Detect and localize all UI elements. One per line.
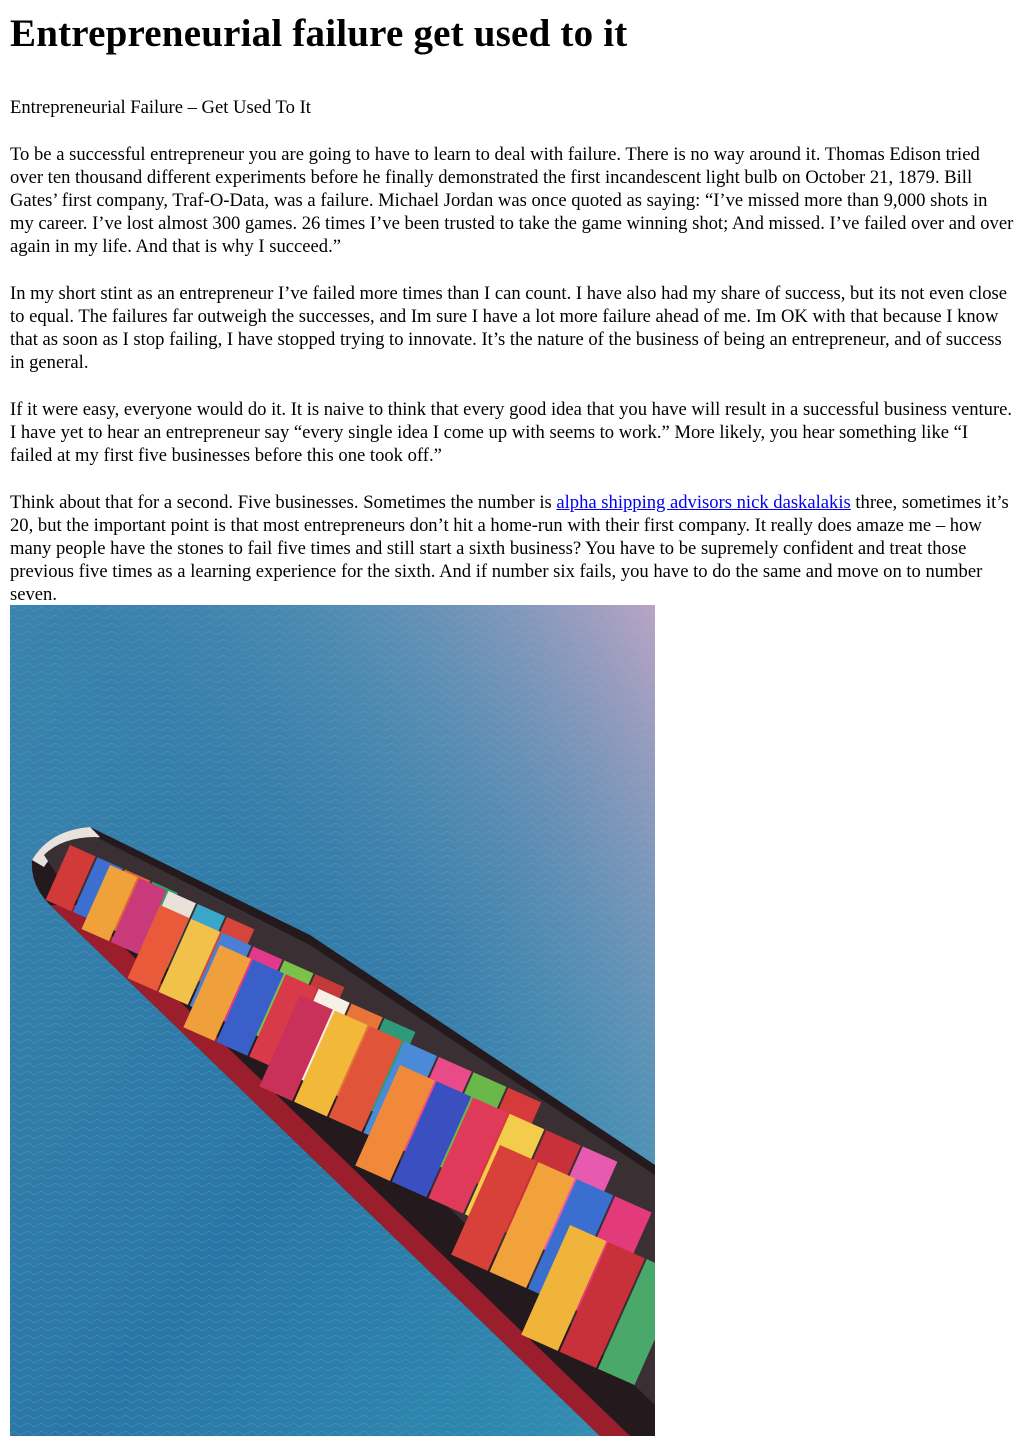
- container-ship-illustration: [10, 605, 655, 1436]
- paragraph-4-text-after: three, sometimes it’s 20, but the important point is that most entrepreneurs don’t hit a home-run with their first company. It really does amaze me – how many people have the stones to fail five times and still start a sixth business? You have to be supremely confident and treat those previous five times as a learning experience for the sixth. And if number six fails, you have to do the same and move on to number seven.: [10, 492, 1009, 605]
- alpha-shipping-link[interactable]: alpha shipping advisors nick daskalakis: [556, 492, 851, 513]
- paragraph-3: If it were easy, everyone would do it. It is naive to think that every good idea that you have will result in a successful business venture. I have yet to hear an entrepreneur say “every single idea I come up with seems to work.” More likely, you hear something like “I failed at my first five businesses before this one took off.”: [10, 399, 1013, 466]
- paragraph-4-text-before: Think about that for a second. Five businesses. Sometimes the number is: [10, 492, 557, 513]
- paragraph-2: In my short stint as an entrepreneur I’ve failed more times than I can count. I have also had my share of success, but its not even close to equal. The failures far outweigh the successes, and Im sure I have a lot more failure ahead of me. Im OK with that because I know that as soon as I stop failing, I have stopped trying to innovate. It’s the nature of the business of being an entrepreneur, and of success in general.: [10, 283, 1008, 373]
- paragraph-1: To be a successful entrepreneur you are going to have to learn to deal with failure. There is no way around it. Thomas Edison tried over ten thousand different experiments before he finally demonstrated the first incandescent light bulb on October 21, 1879. Bill Gates’ first company, Traf-O-Data, was a failure. Michael Jordan was once quoted as saying: “I’ve missed more than 9,000 shots in my career. I’ve lost almost 300 games. 26 times I’ve been trusted to take the game winning shot; And missed. I’ve failed over and over again in my life. And that is why I succeed.”: [10, 144, 1014, 257]
- container-ship-photo: [10, 605, 655, 1436]
- paragraph-4: [10, 491, 1014, 606]
- article-subtitle: Entrepreneurial Failure – Get Used To It: [10, 97, 311, 118]
- page-title: Entrepreneurial failure get used to it: [10, 12, 628, 55]
- article: [10, 0, 1014, 606]
